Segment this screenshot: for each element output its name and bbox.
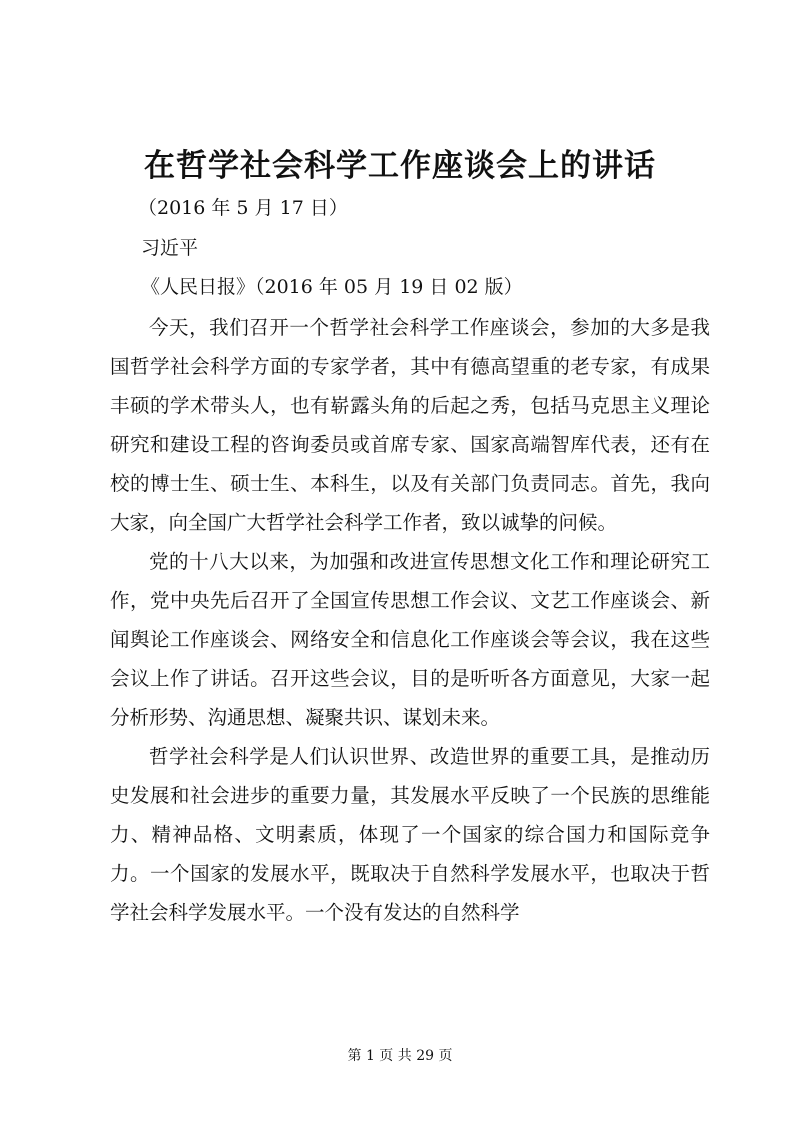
page-number: 第 1 页 共 29 页: [347, 1048, 453, 1064]
page-title: 在哲学社会科学工作座谈会上的讲话: [144, 148, 656, 184]
publication-source: 《人民日报》（2016 年 05 月 19 日 02 版）: [141, 276, 523, 298]
paragraph: 哲学社会科学是人们认识世界、改造世界的重要工具，是推动历史发展和社会进步的重要力量，其发展水平反映了一个民族的思维能力、精神品格、文明素质，体现了一个国家的综合国力和国际竞争力。一个国家的发展水平，既取决于自然科学发展水平，也取决于哲学社会科学发展水平。一个没有发达的自然科学: [110, 745, 710, 924]
speech-date: （2016 年 5 月 17 日）: [138, 197, 348, 219]
author-name: 习近平: [141, 237, 199, 259]
paragraph: 党的十八大以来，为加强和改进宣传思想文化工作和理论研究工作，党中央先后召开了全国宣传思想工作会议、文艺工作座谈会、新闻舆论工作座谈会、网络安全和信息化工作座谈会等会议，我在这些会议上作了讲话。召开这些会议，目的是听听各方面意见，大家一起分析形势、沟通思想、凝聚共识、谋划未来。: [110, 550, 710, 729]
body-text: [110, 308, 710, 932]
paragraph: 今天，我们召开一个哲学社会科学工作座谈会，参加的大多是我国哲学社会科学方面的专家学者，其中有德高望重的老专家，有成果丰硕的学术带头人，也有崭露头角的后起之秀，包括马克思主义理论研究和建设工程的咨询委员或首席专家、国家高端智库代表，还有在校的博士生、硕士生、本科生，以及有关部门负责同志。首先，我向大家，向全国广大哲学社会科学工作者，致以诚挚的问候。: [110, 316, 710, 534]
